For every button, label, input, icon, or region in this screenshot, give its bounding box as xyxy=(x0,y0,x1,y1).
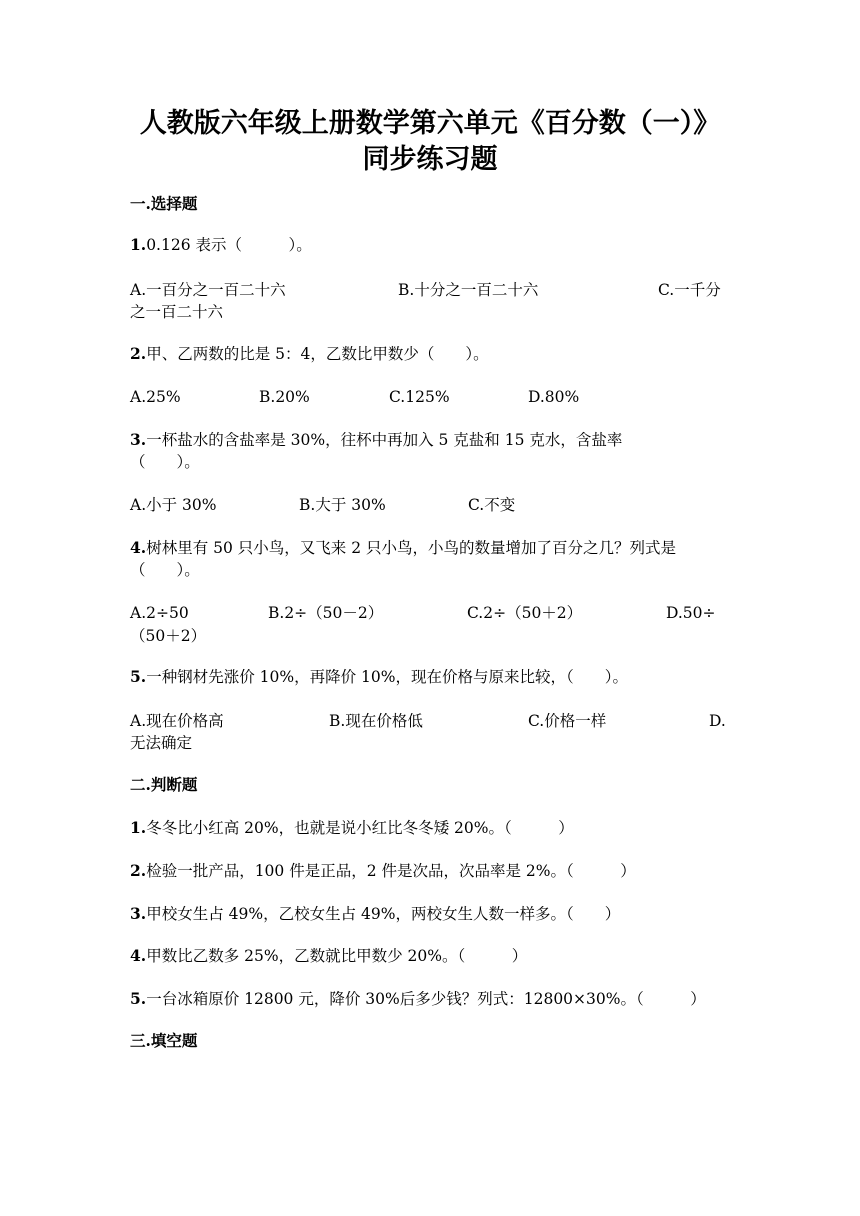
question-text: 一台冰箱原价 12800 元，降价 30%后多少钱？列式：12800×30%。（ ） xyxy=(146,990,706,1008)
page-subtitle: 同步练习题 xyxy=(362,144,498,175)
question-3 xyxy=(130,429,730,451)
option-a: A.现在价格高 xyxy=(130,712,224,730)
option-b: B.十分之一百二十六 xyxy=(398,281,539,299)
section-heading-fill-in: 三.填空题 xyxy=(130,1031,198,1050)
option-wrap: 之一百二十六 xyxy=(130,303,224,321)
question-text: 检验一批产品，100 件是正品，2 件是次品，次品率是 2%。（ ） xyxy=(146,862,636,880)
option-c: C.一千分 xyxy=(658,281,721,299)
question-text: 甲校女生占 49%，乙校女生占 49%，两校女生人数一样多。（ ） xyxy=(146,905,621,923)
question-4 xyxy=(130,537,730,559)
question-2 xyxy=(130,343,730,365)
option-wrap: （50＋2） xyxy=(130,627,207,645)
option-d: D.50÷ xyxy=(666,604,716,622)
question-number: 4. xyxy=(130,538,147,557)
question-number: 1. xyxy=(130,818,147,837)
judgement-question-5 xyxy=(130,988,730,1010)
page-title: 人教版六年级上册数学第六单元《百分数（一）》 xyxy=(139,108,721,139)
option-d: D. xyxy=(709,712,726,730)
option-c: C.2÷（50＋2） xyxy=(467,604,583,622)
section-heading-choice: 一.选择题 xyxy=(130,194,198,213)
question-4-continued: （ ）。 xyxy=(130,561,200,579)
question-number: 4. xyxy=(130,946,147,965)
option-c: C.价格一样 xyxy=(528,712,607,730)
question-text: 甲、乙两数的比是 5：4，乙数比甲数少（ ）。 xyxy=(146,345,489,363)
question-5 xyxy=(130,666,730,688)
judgement-question-3 xyxy=(130,903,730,925)
option-a: A.2÷50 xyxy=(130,604,189,622)
option-a: A.小于 30% xyxy=(130,496,217,514)
question-text: 冬冬比小红高 20%，也就是说小红比冬冬矮 20%。（ ） xyxy=(146,819,574,837)
question-text: 甲数比乙数多 25%，乙数就比甲数少 20%。（ ） xyxy=(146,947,528,965)
option-b: B.2÷（50－2） xyxy=(268,604,384,622)
option-a: A.25% xyxy=(130,388,181,406)
question-text: 一杯盐水的含盐率是 30%，往杯中再加入 5 克盐和 15 克水，含盐率 xyxy=(146,431,623,449)
question-text: 0.126 表示（ ）。 xyxy=(146,236,312,254)
option-a: A.一百分之一百二十六 xyxy=(130,281,286,299)
option-b: B.现在价格低 xyxy=(329,712,423,730)
option-b: B.20% xyxy=(259,388,310,406)
option-wrap: 无法确定 xyxy=(130,734,193,752)
option-c: C.不变 xyxy=(468,496,516,514)
question-3-continued: （ ）。 xyxy=(130,453,200,471)
question-text: 树林里有 50 只小鸟，又飞来 2 只小鸟，小鸟的数量增加了百分之几？列式是 xyxy=(146,539,676,557)
judgement-question-1 xyxy=(130,817,730,839)
section-heading-judgement: 二.判断题 xyxy=(130,775,198,794)
option-c: C.125% xyxy=(389,388,450,406)
question-number: 2. xyxy=(130,861,147,880)
judgement-question-2 xyxy=(130,860,730,882)
question-number: 5. xyxy=(130,667,147,686)
question-number: 2. xyxy=(130,344,147,363)
question-number: 5. xyxy=(130,989,147,1008)
question-number: 3. xyxy=(130,430,147,449)
question-text: 一种钢材先涨价 10%，再降价 10%，现在价格与原来比较，（ ）。 xyxy=(146,668,628,686)
option-b: B.大于 30% xyxy=(299,496,386,514)
question-1 xyxy=(130,234,730,256)
judgement-question-4 xyxy=(130,945,730,967)
question-number: 3. xyxy=(130,904,147,923)
question-number: 1. xyxy=(130,235,147,254)
option-d: D.80% xyxy=(528,388,580,406)
